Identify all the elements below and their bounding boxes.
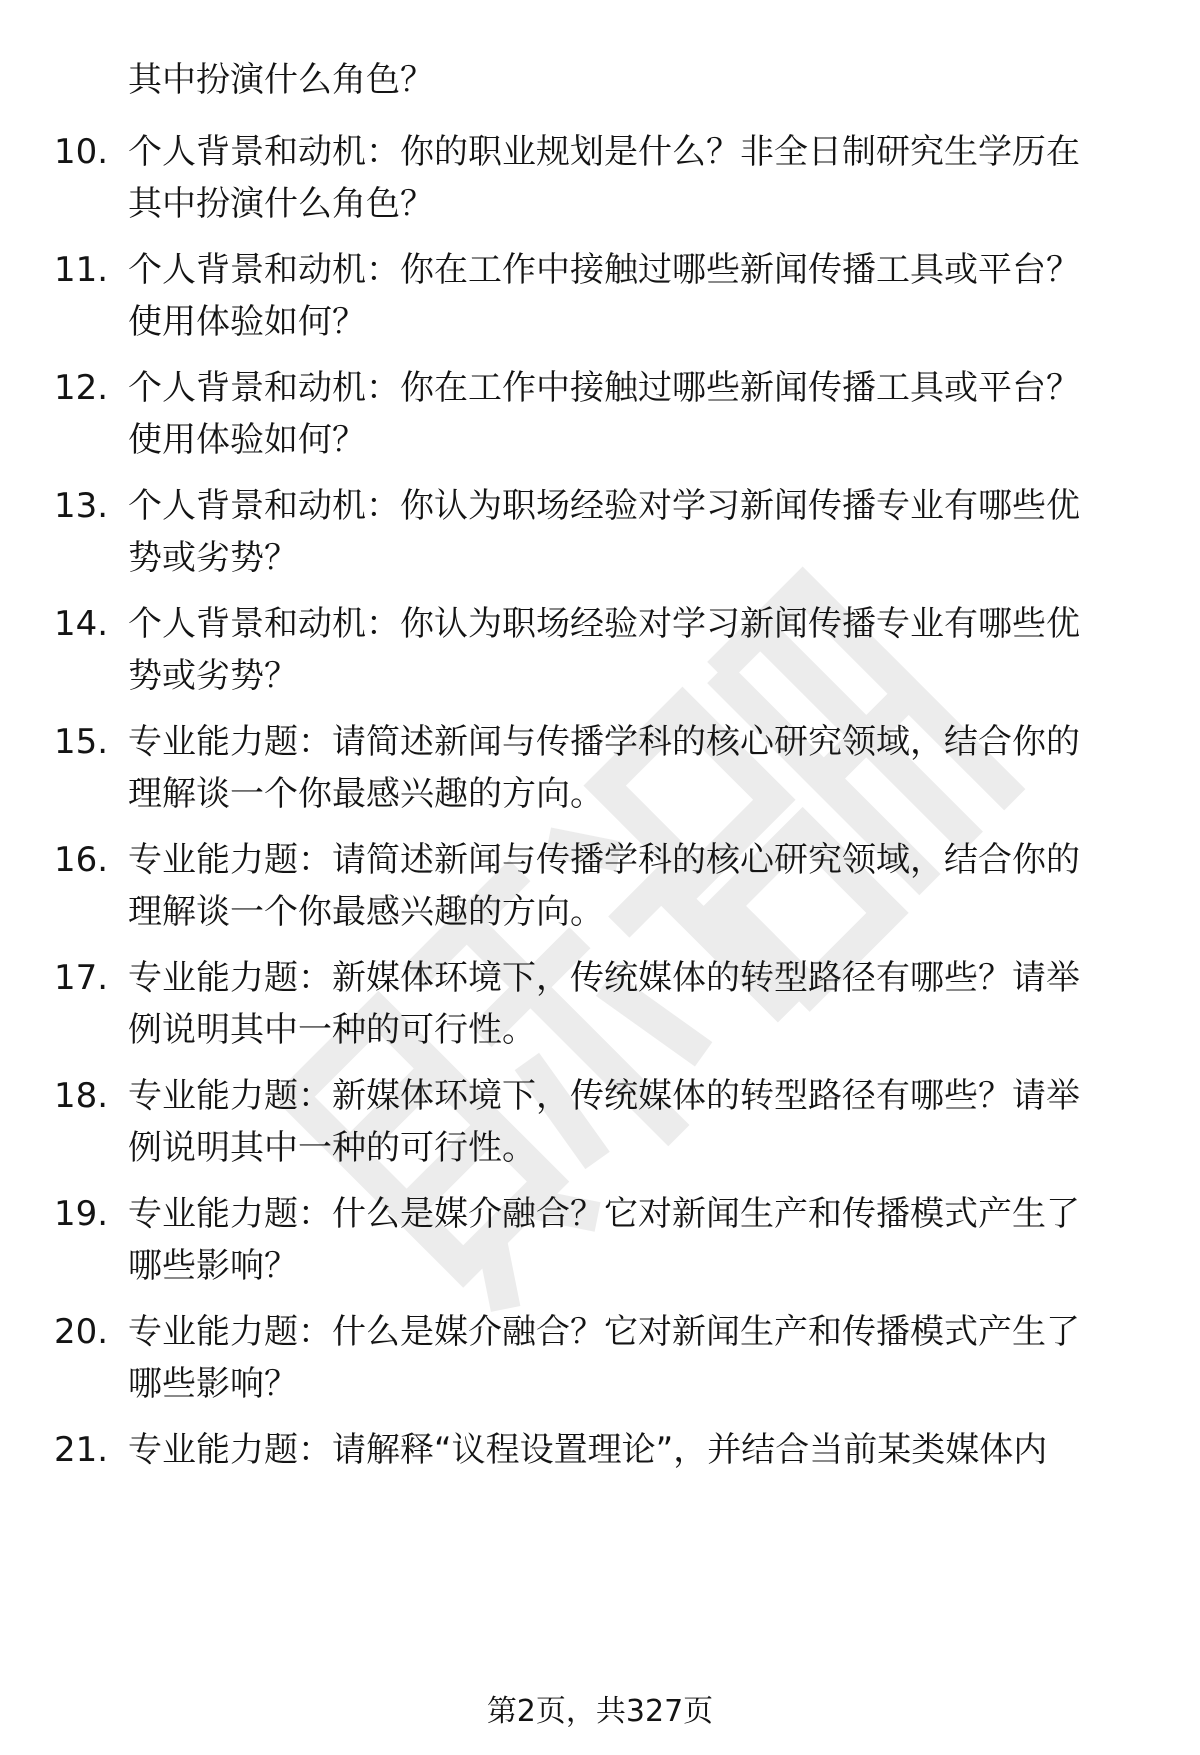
item-text <box>128 362 1138 466</box>
item-text <box>128 126 1138 230</box>
item-line: 哪些影响？ <box>128 1246 298 1286</box>
item-line: 理解谈一个你最感兴趣的方向。 <box>128 892 604 932</box>
item-line: 个人背景和动机：你在工作中接触过哪些新闻传播工具或平台？ <box>128 250 1080 290</box>
item-text <box>128 952 1138 1056</box>
item-line: 个人背景和动机：你在工作中接触过哪些新闻传播工具或平台？ <box>128 368 1080 408</box>
page-footer: 第2页，共327页 <box>486 1694 714 1729</box>
item-number: 13. <box>54 486 109 526</box>
item-line: 使用体验如何？ <box>128 302 366 342</box>
item-number: 12. <box>54 368 109 408</box>
item-text <box>128 1306 1138 1410</box>
item-number: 17. <box>54 958 109 998</box>
continuation-line: 其中扮演什么角色？ <box>128 60 434 100</box>
item-line: 势或劣势？ <box>128 656 298 696</box>
item-line: 个人背景和动机：你的职业规划是什么？非全日制研究生学历在 <box>128 132 1080 172</box>
item-line: 专业能力题：新媒体环境下，传统媒体的转型路径有哪些？请举 <box>128 1076 1080 1116</box>
item-number: 15. <box>54 722 109 762</box>
item-number: 18. <box>54 1076 109 1116</box>
item-number: 14. <box>54 604 109 644</box>
item-number: 20. <box>54 1312 109 1352</box>
item-text <box>128 834 1138 938</box>
item-line: 专业能力题：请简述新闻与传播学科的核心研究领域，结合你的 <box>128 840 1080 880</box>
item-number: 11. <box>54 250 109 290</box>
item-line: 专业能力题：请解释“议程设置理论”，并结合当前某类媒体内 <box>128 1430 1048 1470</box>
item-line: 个人背景和动机：你认为职场经验对学习新闻传播专业有哪些优 <box>128 604 1080 644</box>
item-line: 哪些影响？ <box>128 1364 298 1404</box>
item-text <box>128 1188 1138 1292</box>
item-line: 理解谈一个你最感兴趣的方向。 <box>128 774 604 814</box>
item-text <box>128 1070 1138 1174</box>
item-line: 例说明其中一种的可行性。 <box>128 1010 536 1050</box>
item-text <box>128 598 1138 702</box>
item-line: 使用体验如何？ <box>128 420 366 460</box>
item-line: 专业能力题：新媒体环境下，传统媒体的转型路径有哪些？请举 <box>128 958 1080 998</box>
item-line: 例说明其中一种的可行性。 <box>128 1128 536 1168</box>
item-line: 势或劣势？ <box>128 538 298 578</box>
item-number: 16. <box>54 840 109 880</box>
item-line: 专业能力题：什么是媒介融合？它对新闻生产和传播模式产生了 <box>128 1312 1080 1352</box>
item-text <box>128 480 1138 584</box>
item-text <box>128 1424 1138 1476</box>
item-line: 其中扮演什么角色？ <box>128 184 434 224</box>
item-text <box>128 244 1138 348</box>
item-text <box>128 716 1138 820</box>
item-line: 个人背景和动机：你认为职场经验对学习新闻传播专业有哪些优 <box>128 486 1080 526</box>
item-number: 19. <box>54 1194 109 1234</box>
item-number: 21. <box>54 1430 109 1470</box>
item-line: 专业能力题：什么是媒介融合？它对新闻生产和传播模式产生了 <box>128 1194 1080 1234</box>
item-number: 10. <box>54 132 109 172</box>
item-line: 专业能力题：请简述新闻与传播学科的核心研究领域，结合你的 <box>128 722 1080 762</box>
